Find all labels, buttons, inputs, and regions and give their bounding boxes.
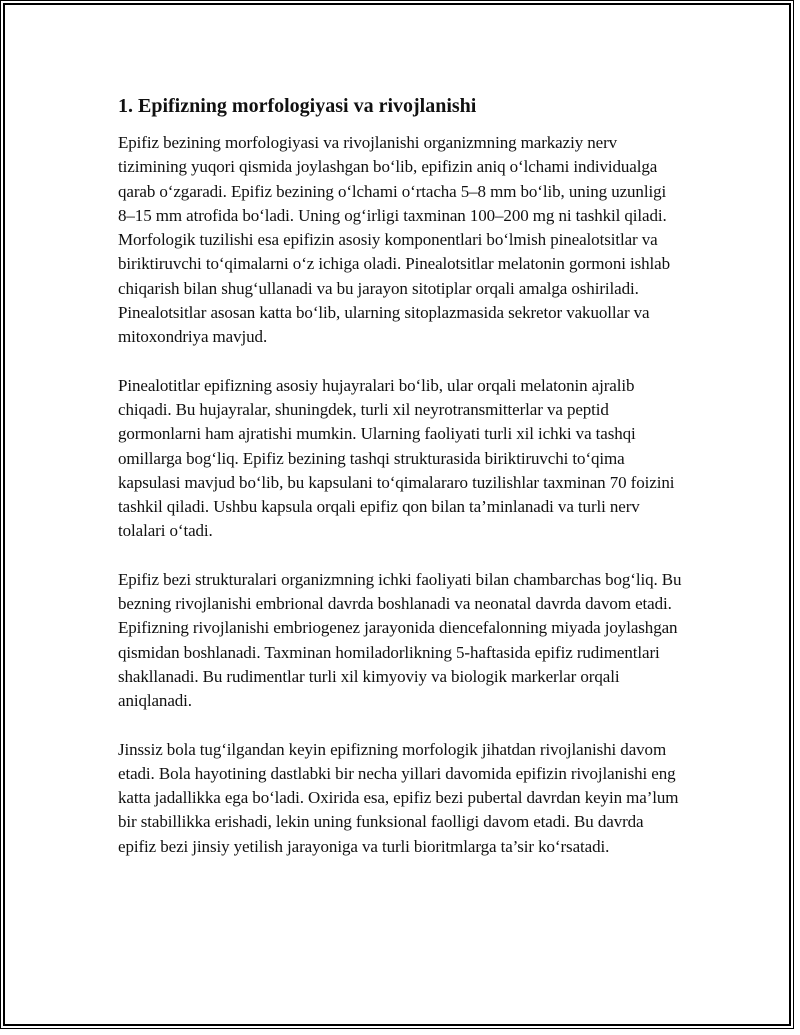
paragraph-1: Epifiz bezining morfologiyasi va rivojlanishi organizmning markaziy nerv tizimining yuqori qismida joylashgan bo‘lib, epifizin aniq o‘lchami individualga qarab o‘zgaradi. Epifiz bezining o‘lchami o‘rtacha 5–8 mm bo‘lib, uning uzunligi 8–15 mm atrofida bo‘ladi. Uning og‘irligi taxminan 100–200 mg ni tashkil qiladi. Morfologik tuzilishi esa epifizin asosiy komponentlari bo‘lmish pinealotsitlar va biriktiruvchi to‘qimalarni o‘z ichiga oladi. Pinealotsitlar melatonin gormoni ishlab chiqarish bilan shug‘ullanadi va bu jarayon sitotiplar orqali amalga oshiriladi. Pinealotsitlar asosan katta bo‘lib, ularning sitoplazmasida sekretor vakuollar va mitoxondriya mavjud. — [118, 133, 671, 347]
paragraph-2: Pinealotitlar epifizning asosiy hujayralari bo‘lib, ular orqali melatonin ajralib chiqadi. Bu hujayralar, shuningdek, turli xil neyrotransmitterlar va peptid gormonlarni ham ajratishi mumkin. Ularning faoliyati turli xil ichki va tashqi omillarga bog‘liq. Epifiz bezining tashqi strukturasida biriktiruvchi to‘qima kapsulasi mavjud bo‘lib, bu kapsulani to‘qimalararo tuzilishlar taxminan 70 foizini tashkil qiladi. Ushbu kapsula orqali epifiz qon bilan ta’minlanadi va turli nerv tolalari o‘tadi. — [118, 375, 675, 541]
document-body — [118, 93, 684, 883]
paragraph-3: Epifiz bezi strukturalari organizmning ichki faoliyati bilan chambarchas bog‘liq. Bu bezning rivojlanishi embrional davrda boshlanadi va neonatal davrda davom etadi. Epifizning rivojlanishi embriogenez jarayonida diencefalonning miyada joylashgan qismidan boshlanadi. Taxminan homiladorlikning 5-haftasida epifiz rudimentlari shakllanadi. Bu rudimentlar turli xil kimyoviy va biologik markerlar orqali aniqlanadi. — [118, 569, 682, 711]
section-heading: 1. Epifizning morfologiyasi va rivojlanishi — [118, 95, 477, 117]
paragraph-4: Jinssiz bola tug‘ilgandan keyin epifizning morfologik jihatdan rivojlanishi davom etadi. Bola hayotining dastlabki bir necha yillari davomida epifizin rivojlanishi eng katta jadallikka ega bo‘ladi. Oxirida esa, epifiz bezi pubertal davrdan keyin ma’lum bir stabillikka erishadi, lekin uning funksional faolligi davom etadi. Bu davrda epifiz bezi jinsiy yetilish jarayoniga va turli bioritmlarga ta’sir ko‘rsatadi. — [118, 739, 679, 856]
